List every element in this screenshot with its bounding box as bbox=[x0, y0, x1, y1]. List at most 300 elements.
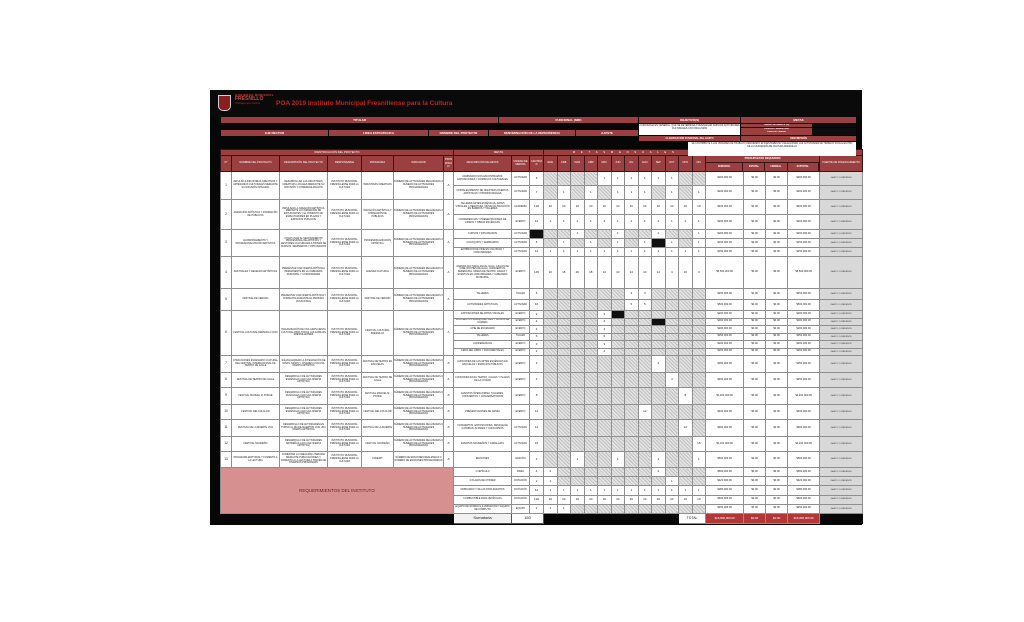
cell-federal: $0.00 bbox=[766, 341, 788, 349]
cell-project-prioridad: A bbox=[444, 420, 454, 437]
cell-month bbox=[692, 388, 706, 405]
cell-month bbox=[598, 289, 612, 300]
column-header: DESCRIPCIÓN DE METAS bbox=[454, 156, 512, 172]
cell-month bbox=[557, 311, 571, 319]
cell-unidad: ACTIVIDAD bbox=[512, 186, 530, 200]
cell-month: 10 bbox=[544, 257, 558, 289]
presupuesto-col-header: FEDERAL bbox=[765, 163, 787, 171]
cell-federal: $0.00 bbox=[766, 300, 788, 311]
cell-fuente: GASTO CORRIENTE bbox=[820, 341, 863, 349]
cell-month: 6 bbox=[598, 333, 612, 341]
cell-project-num: 7 bbox=[221, 356, 232, 373]
cell-month: 2 bbox=[544, 468, 558, 477]
cell-month bbox=[692, 420, 706, 437]
cell-month bbox=[679, 405, 693, 420]
cell-project-responsable: INSTITUTO MUNICIPAL FRESNILLENSE PARA LA CULTURA bbox=[328, 420, 362, 437]
cell-month: 4 bbox=[598, 326, 612, 334]
cell-month bbox=[692, 405, 706, 420]
cell-project-descripcion: DESARROLLO DE ACTIVIDADES ESCÉNICAS CON UNA OFERTA ARTÍSTICA bbox=[280, 373, 328, 388]
cell-municipal: $150,000.00 bbox=[706, 248, 744, 257]
cell-estatal: $0.00 bbox=[744, 388, 766, 405]
cell-month: 18 bbox=[584, 257, 598, 289]
cell-fuente: GASTO CORRIENTE bbox=[820, 356, 863, 373]
cell-project-indicador: NÚMERO DE ACTIVIDADES REALIZADAS X NÚMERO DE ACTIVIDADES PROGRAMADAS bbox=[394, 257, 444, 289]
cell-municipal: $300,000.00 bbox=[706, 318, 744, 326]
cell-month bbox=[571, 356, 585, 373]
cell-month bbox=[598, 356, 612, 373]
cell-month: 1 bbox=[625, 486, 639, 495]
cell-cantidad: 4 bbox=[530, 326, 544, 334]
cell-month bbox=[638, 356, 652, 373]
cell-month: 10 bbox=[692, 495, 706, 504]
cell-month bbox=[557, 289, 571, 300]
cell-month: 1 bbox=[571, 248, 585, 257]
cell-unidad: ACTIVIDAD bbox=[512, 248, 530, 257]
cell-project-programa: FESTIVAL NAVIDEÑO bbox=[362, 437, 394, 452]
cell-month: 1 bbox=[692, 248, 706, 257]
cell-unidad: EVENTO bbox=[512, 373, 530, 388]
cell-month bbox=[571, 504, 585, 513]
column-header: RESPONSABLE bbox=[328, 156, 362, 172]
cell-month: 10 bbox=[652, 495, 666, 504]
cell-month bbox=[557, 388, 571, 405]
cell-month bbox=[652, 420, 666, 437]
cell-month bbox=[625, 341, 639, 349]
cell-month: 1 bbox=[598, 172, 612, 186]
cell-meta-desc: AGENDA CULTURAL ANUAL GALA: CICLOS DE CINE, NOCHES DE GALA, CONCIERTOS, SERENATAS, OBRAS DE TEATRO, DANZA Y EVENTOS EN COMUNIDADES Y CABECERA MUNICIPAL bbox=[454, 257, 512, 289]
cell-month bbox=[544, 405, 558, 420]
cell-project-responsable: INSTITUTO MUNICIPAL FRESNILLENSE PARA LA CULTURA bbox=[328, 356, 362, 373]
cell-month: 1 bbox=[544, 477, 558, 486]
cell-month bbox=[544, 356, 558, 373]
cell-month: 1 bbox=[611, 172, 625, 186]
band-clasificacion: CLASIFICACIÓN FUNCIONAL DEL GASTO bbox=[639, 136, 740, 141]
table-row bbox=[221, 289, 863, 300]
cell-federal: $0.00 bbox=[766, 486, 788, 495]
cell-month: 10 bbox=[598, 495, 612, 504]
cell-project-descripcion: SALVAGUARDAR LA INTEGRACIÓN DE NIÑAS, NIÑOS Y JÓVENES CON UNA OFERTA ARTÍSTICA bbox=[280, 356, 328, 373]
cell-month bbox=[571, 420, 585, 437]
cell-month bbox=[625, 420, 639, 437]
cell-month: 10 bbox=[598, 200, 612, 215]
cell-meta-desc: EVENTOS ÓPERA PRIMA, TALLERES, CONCIERTOS Y CONVERSATORIOS bbox=[454, 388, 512, 405]
cell-estatal: $0.00 bbox=[744, 468, 766, 477]
cell-month bbox=[692, 348, 706, 356]
cell-month bbox=[638, 504, 652, 513]
sumatoria-label: Sumatoria bbox=[454, 513, 512, 523]
cell-month bbox=[584, 348, 598, 356]
cell-month bbox=[625, 239, 639, 248]
cell-subtotal: $500,000.00 bbox=[788, 452, 820, 468]
cell-month: 2 bbox=[652, 468, 666, 477]
cell-fuente: GASTO CORRIENTE bbox=[820, 326, 863, 334]
cell-month bbox=[584, 452, 598, 468]
cell-month bbox=[571, 239, 585, 248]
cell-month: 10 bbox=[638, 200, 652, 215]
table-row bbox=[221, 452, 863, 468]
cell-federal: $0.00 bbox=[766, 326, 788, 334]
cell-cantidad: 6 bbox=[530, 239, 544, 248]
cell-cantidad: 12 bbox=[530, 215, 544, 230]
cell-month: 4 bbox=[598, 318, 612, 326]
cell-subtotal: $380,000.00 bbox=[788, 486, 820, 495]
month-header: OCT bbox=[665, 156, 679, 172]
cell-month bbox=[692, 333, 706, 341]
cell-unidad: EDICIÓN bbox=[512, 452, 530, 468]
cell-project-programa: FESTIVAL DE TEATRO DE CALLE bbox=[362, 373, 394, 388]
cell-month bbox=[584, 388, 598, 405]
cell-municipal: $380,000.00 bbox=[706, 486, 744, 495]
municipal-crest-icon bbox=[218, 95, 231, 111]
cell-estatal: $0.00 bbox=[744, 215, 766, 230]
cell-month bbox=[544, 172, 558, 186]
cell-month bbox=[584, 230, 598, 239]
cell-meta-desc: EDICIONES bbox=[454, 452, 512, 468]
cell-meta-desc: TALLERES bbox=[454, 333, 512, 341]
cell-project-responsable: INSTITUTO MUNICIPAL FRESNILLENSE PARA LA CULTURA bbox=[328, 405, 362, 420]
cell-project-indicador: NÚMERO DE ACTIVIDADES REALIZADAS X NÚMERO DE ACTIVIDADES PROGRAMADAS bbox=[394, 405, 444, 420]
cell-month bbox=[598, 230, 612, 239]
cell-month bbox=[665, 333, 679, 341]
cell-cantidad: 4 bbox=[530, 468, 544, 477]
cell-meta-desc: FUNCIONES EN EL TEATRO, CALLES Y PLAZAS DE LA CIUDAD bbox=[454, 373, 512, 388]
cell-month: 1 bbox=[598, 486, 612, 495]
group-header-metas: METAS bbox=[454, 150, 544, 156]
cell-month bbox=[571, 348, 585, 356]
cell-month bbox=[625, 326, 639, 334]
cell-federal: $0.00 bbox=[766, 468, 788, 477]
cell-project-prioridad: A bbox=[444, 257, 454, 289]
cell-month: 4 bbox=[665, 257, 679, 289]
cell-month bbox=[665, 420, 679, 437]
cell-month bbox=[544, 289, 558, 300]
cell-month bbox=[571, 172, 585, 186]
cell-subtotal: $650,000.00 bbox=[788, 468, 820, 477]
cell-meta-desc: EXPOSICIONES DE ARTES VISUALES bbox=[454, 311, 512, 319]
cell-month: 1 bbox=[571, 452, 585, 468]
cell-subtotal: $900,000.00 bbox=[788, 420, 820, 437]
cell-month bbox=[584, 373, 598, 388]
cell-month bbox=[571, 373, 585, 388]
cell-month bbox=[692, 504, 706, 513]
cell-meta-desc: A PIE DE ESCENARIO bbox=[454, 326, 512, 334]
cell-month bbox=[598, 186, 612, 200]
band-titular: TITULAR bbox=[221, 117, 498, 123]
cell-month bbox=[557, 373, 571, 388]
cell-month bbox=[611, 318, 625, 326]
cell-cantidad: 4 bbox=[530, 452, 544, 468]
cell-subtotal: $450,000.00 bbox=[788, 504, 820, 513]
cell-federal: $0.00 bbox=[766, 388, 788, 405]
cell-municipal: $5,500,000.00 bbox=[706, 257, 744, 289]
cell-month bbox=[665, 289, 679, 300]
cell-month bbox=[679, 311, 693, 319]
cell-fuente: GASTO CORRIENTE bbox=[820, 373, 863, 388]
cell-federal: $0.00 bbox=[766, 356, 788, 373]
cell-meta-desc: FERIA DEL LIBRO Y DOCUMENTALES bbox=[454, 348, 512, 356]
cell-month: 2 bbox=[598, 311, 612, 319]
cell-month: 1 bbox=[679, 215, 693, 230]
cell-month bbox=[665, 356, 679, 373]
cell-project-indicador: NÚMERO DE ACTIVIDADES REALIZADAS X NÚMERO DE ACTIVIDADES PROGRAMADAS bbox=[394, 388, 444, 405]
cell-project-programa: INDUSTRIAS CREATIVAS bbox=[362, 172, 394, 200]
cell-estatal: $0.00 bbox=[744, 311, 766, 319]
cell-cantidad: 16 bbox=[530, 437, 544, 452]
total-amount: $16,800,000.00 bbox=[706, 513, 744, 523]
cell-month bbox=[611, 420, 625, 437]
cell-subtotal: $200,000.00 bbox=[788, 230, 820, 239]
cell-month bbox=[652, 186, 666, 200]
cell-month: 1 bbox=[544, 504, 558, 513]
cell-month bbox=[584, 326, 598, 334]
cell-month bbox=[679, 318, 693, 326]
column-header: PROGRAMA bbox=[362, 156, 394, 172]
cell-month bbox=[652, 333, 666, 341]
cell-estatal: $0.00 bbox=[744, 239, 766, 248]
cell-project-responsable: INSTITUTO MUNICIPAL FRESNILLENSE PARA LA CULTURA bbox=[328, 452, 362, 468]
cell-meta-desc: COMBUSTIBLE PARA VEHÍCULOS bbox=[454, 495, 512, 504]
cell-month: 1 bbox=[571, 215, 585, 230]
cell-project-prioridad: A bbox=[444, 311, 454, 356]
cell-month bbox=[557, 437, 571, 452]
month-header: MAY bbox=[598, 156, 612, 172]
cell-subtotal: $250,000.00 bbox=[788, 333, 820, 341]
table-row bbox=[221, 311, 863, 319]
cell-project-responsable: INSTITUTO MUNICIPAL FRESNILLENSE PARA LA CULTURA bbox=[328, 373, 362, 388]
cell-cantidad: 120 bbox=[530, 200, 544, 215]
cell-month: 2 bbox=[652, 356, 666, 373]
cell-project-nombre: FESTIVAL MANUEL M. PONCE bbox=[232, 388, 280, 405]
cell-month: 2 bbox=[598, 348, 612, 356]
cell-month: 1 bbox=[625, 172, 639, 186]
cell-month: 1 bbox=[652, 230, 666, 239]
cell-subtotal: $400,000.00 bbox=[788, 405, 820, 420]
cell-month: 1 bbox=[665, 186, 679, 200]
cell-project-num: 11 bbox=[221, 420, 232, 437]
cell-month bbox=[611, 333, 625, 341]
cell-project-descripcion: IMPULSAR LA CREACIÓN ARTÍSTICA MEDIANTE LA FORMACIÓN DE ESTUDIANTES Y EL FOMENTO DE ESPECTADORES EN PLAZAS Y ESPACIOS PÚBLICOS bbox=[280, 200, 328, 230]
cell-unidad: EVENTO bbox=[512, 341, 530, 349]
cell-month: 18 bbox=[557, 257, 571, 289]
cell-month bbox=[679, 300, 693, 311]
cell-month bbox=[665, 311, 679, 319]
cell-municipal: $500,000.00 bbox=[706, 300, 744, 311]
cell-project-descripcion: COADYUVAR AL MEJORAMIENTO PROFESIONAL DE ARTISTAS Y GESTORES CULTURALES A TRAVÉS DE CURSOS, SEMINARIOS Y DIPLOMADOS bbox=[280, 230, 328, 257]
cell-subtotal: $1,100,000.00 bbox=[788, 437, 820, 452]
presupuesto-group-label: PRESUPUESTO REQUERIDO bbox=[706, 156, 819, 163]
poa-table bbox=[220, 149, 863, 524]
cell-estatal: $0.00 bbox=[744, 289, 766, 300]
cell-fuente: GASTO CORRIENTE bbox=[820, 257, 863, 289]
cell-month bbox=[611, 348, 625, 356]
cell-estatal: $0.00 bbox=[744, 437, 766, 452]
cell-month bbox=[679, 356, 693, 373]
cell-project-programa: FESTIVAL MANUEL M. PONCE bbox=[362, 388, 394, 405]
cell-month: 1 bbox=[611, 452, 625, 468]
cell-month bbox=[679, 186, 693, 200]
cell-unidad: DOTACIÓN bbox=[512, 495, 530, 504]
cell-month: 10 bbox=[665, 495, 679, 504]
cell-unidad: ACADEMIA bbox=[512, 200, 530, 215]
document-header-band bbox=[210, 90, 862, 117]
cell-month: 1 bbox=[584, 215, 598, 230]
cell-fuente: GASTO CORRIENTE bbox=[820, 230, 863, 239]
cell-cantidad: 3 bbox=[530, 341, 544, 349]
cell-month bbox=[544, 186, 558, 200]
cell-month bbox=[544, 341, 558, 349]
requerimiento-row bbox=[221, 468, 863, 477]
cell-estatal: $0.00 bbox=[744, 341, 766, 349]
month-header: NOV bbox=[679, 156, 693, 172]
cell-fuente: GASTO CORRIENTE bbox=[820, 468, 863, 477]
cell-subtotal: $350,000.00 bbox=[788, 356, 820, 373]
column-header: CANTIDAD bbox=[530, 156, 544, 172]
cell-unidad: DOTACIÓN bbox=[512, 477, 530, 486]
cell-project-descripcion: ORGANIZACIÓN DE UNA GRAN FIESTA CULTURAL PARA TODAS LAS FAMILIAS FRESNILLENSES bbox=[280, 311, 328, 356]
cell-estatal: $0.00 bbox=[744, 248, 766, 257]
band-denominacion: DENOMINACIÓN DE LA DEPENDENCIA bbox=[489, 130, 575, 136]
cell-month bbox=[638, 318, 652, 326]
cell-estatal: $0.00 bbox=[744, 318, 766, 326]
month-header: ABR bbox=[584, 156, 598, 172]
cell-project-responsable: INSTITUTO MUNICIPAL FRESNILLENSE PARA LA CULTURA bbox=[328, 172, 362, 200]
cell-meta-desc: PRESENTACIONES DE DANZA bbox=[454, 405, 512, 420]
cell-project-indicador: NÚMERO DE ACTIVIDADES REALIZADAS X NÚMERO DE ACTIVIDADES PROGRAMADAS bbox=[394, 289, 444, 311]
cell-month bbox=[598, 468, 612, 477]
cell-month bbox=[638, 468, 652, 477]
cell-month bbox=[638, 333, 652, 341]
cell-month bbox=[692, 356, 706, 373]
cell-month: 1 bbox=[638, 239, 652, 248]
cell-meta-desc: CONFERENCIAS Y PRESENTACIONES DE LIBROS Y OBRAS ESCÉNICAS bbox=[454, 215, 512, 230]
cell-subtotal: $150,000.00 bbox=[788, 248, 820, 257]
cell-estatal: $0.00 bbox=[744, 452, 766, 468]
cell-meta-desc: 2 PLAZAS DE CHOFER bbox=[454, 477, 512, 486]
cell-month bbox=[665, 388, 679, 405]
cell-month bbox=[611, 341, 625, 349]
cell-month bbox=[557, 348, 571, 356]
cell-municipal: $200,000.00 bbox=[706, 186, 744, 200]
cell-month bbox=[584, 405, 598, 420]
group-header-identificacion: IDENTIFICACIÓN DEL PROYECTO bbox=[221, 150, 454, 156]
cell-month bbox=[625, 333, 639, 341]
cell-project-responsable: INSTITUTO MUNICIPAL FRESNILLENSE PARA LA CULTURA bbox=[328, 311, 362, 356]
cell-month: 10 bbox=[557, 200, 571, 215]
cell-month: 1 bbox=[665, 248, 679, 257]
cell-cantidad: 8 bbox=[530, 388, 544, 405]
cell-month: 10 bbox=[665, 200, 679, 215]
cell-federal: $0.00 bbox=[766, 318, 788, 326]
cell-fuente: GASTO CORRIENTE bbox=[820, 452, 863, 468]
cell-month: 1 bbox=[584, 486, 598, 495]
cell-project-programa: FESTIVAL DE LA MUERTE bbox=[362, 420, 394, 437]
cell-month bbox=[557, 300, 571, 311]
cell-month bbox=[652, 373, 666, 388]
cell-federal: $0.00 bbox=[766, 230, 788, 239]
cell-month bbox=[598, 405, 612, 420]
cell-project-responsable: INSTITUTO MUNICIPAL FRESNILLENSE PARA LA CULTURA bbox=[328, 437, 362, 452]
cell-month bbox=[571, 477, 585, 486]
cell-month: 1 bbox=[652, 452, 666, 468]
cell-fuente: GASTO CORRIENTE bbox=[820, 248, 863, 257]
cell-municipal: $400,000.00 bbox=[706, 200, 744, 215]
cell-meta-desc: TALLERES ARTES ESCÉNICAS, ARTES VISUALES, LITERATURA, MÚSICA E INICIACIÓN EN BARRIOS Y TALLERES bbox=[454, 200, 512, 215]
cell-cantidad: 12 bbox=[530, 420, 544, 437]
cell-month bbox=[557, 477, 571, 486]
cell-subtotal: $200,000.00 bbox=[788, 186, 820, 200]
cell-month bbox=[679, 373, 693, 388]
cell-estatal: $0.00 bbox=[744, 257, 766, 289]
cell-month: 10 bbox=[679, 257, 693, 289]
cell-fuente: GASTO CORRIENTE bbox=[820, 405, 863, 420]
cell-cantidad: 2 bbox=[530, 348, 544, 356]
cell-month bbox=[611, 437, 625, 452]
cell-month bbox=[611, 311, 625, 319]
cell-cantidad: 120 bbox=[530, 495, 544, 504]
cell-month bbox=[625, 468, 639, 477]
cell-month: 1 bbox=[625, 186, 639, 200]
cell-month bbox=[611, 373, 625, 388]
cell-municipal: $200,000.00 bbox=[706, 341, 744, 349]
cell-month bbox=[611, 326, 625, 334]
cell-month: 10 bbox=[692, 200, 706, 215]
cell-month bbox=[679, 326, 693, 334]
band-linea-estrategica: LINEA ESTRATEGICA bbox=[329, 130, 428, 136]
cell-month bbox=[692, 300, 706, 311]
cell-month bbox=[679, 172, 693, 186]
cell-month bbox=[598, 420, 612, 437]
cell-project-programa: INICIACIÓN ARTÍSTICA Y FORMACIÓN DE PÚBLICOS bbox=[362, 200, 394, 230]
cell-month: 1 bbox=[557, 486, 571, 495]
cell-month: 1 bbox=[611, 486, 625, 495]
cell-project-num: 10 bbox=[221, 405, 232, 420]
cell-municipal: $150,000.00 bbox=[706, 239, 744, 248]
cell-meta-desc: TALLERES bbox=[454, 289, 512, 300]
cell-unidad: TALLER bbox=[512, 289, 530, 300]
cell-project-num: 2 bbox=[221, 200, 232, 230]
cell-month bbox=[638, 311, 652, 319]
column-header: INDICADOR bbox=[394, 156, 444, 172]
cell-month bbox=[665, 230, 679, 239]
cell-subtotal: $420,000.00 bbox=[788, 477, 820, 486]
cell-project-responsable: INSTITUTO MUNICIPAL FRESNILLENSE PARA LA CULTURA bbox=[328, 388, 362, 405]
cell-month: 1 bbox=[611, 186, 625, 200]
cell-fuente: GASTO CORRIENTE bbox=[820, 186, 863, 200]
cell-cantidad: 4 bbox=[530, 373, 544, 388]
cell-month bbox=[571, 311, 585, 319]
cell-unidad: EVENTO bbox=[512, 388, 530, 405]
cell-month bbox=[557, 452, 571, 468]
cell-unidad: ACTIVIDAD bbox=[512, 230, 530, 239]
cell-meta-desc: EXHIBICIÓN DE CINE EN COLONIAS Y COMUNIDADES bbox=[454, 248, 512, 257]
cell-month bbox=[557, 318, 571, 326]
band-eje-rector: EJE RECTOR bbox=[221, 130, 328, 136]
cell-municipal: $420,000.00 bbox=[706, 477, 744, 486]
cell-estatal: $0.00 bbox=[744, 186, 766, 200]
cell-month bbox=[598, 300, 612, 311]
cell-subtotal: $200,000.00 bbox=[788, 348, 820, 356]
cell-meta-desc: FORTALECIMIENTO DE NUESTRAS OFERTAS ARTÍSTICAS Y PROMOCIONALES bbox=[454, 186, 512, 200]
cell-unidad: ACTIVIDAD bbox=[512, 437, 530, 452]
cell-month: 12 bbox=[638, 405, 652, 420]
cell-month bbox=[679, 437, 693, 452]
column-header: NOMBRE DEL PROYECTO bbox=[232, 156, 280, 172]
cell-subtotal: $300,000.00 bbox=[788, 172, 820, 186]
metas-mini-value bbox=[812, 131, 856, 134]
cell-month bbox=[584, 477, 598, 486]
cell-federal: $0.00 bbox=[766, 477, 788, 486]
cell-month bbox=[679, 341, 693, 349]
